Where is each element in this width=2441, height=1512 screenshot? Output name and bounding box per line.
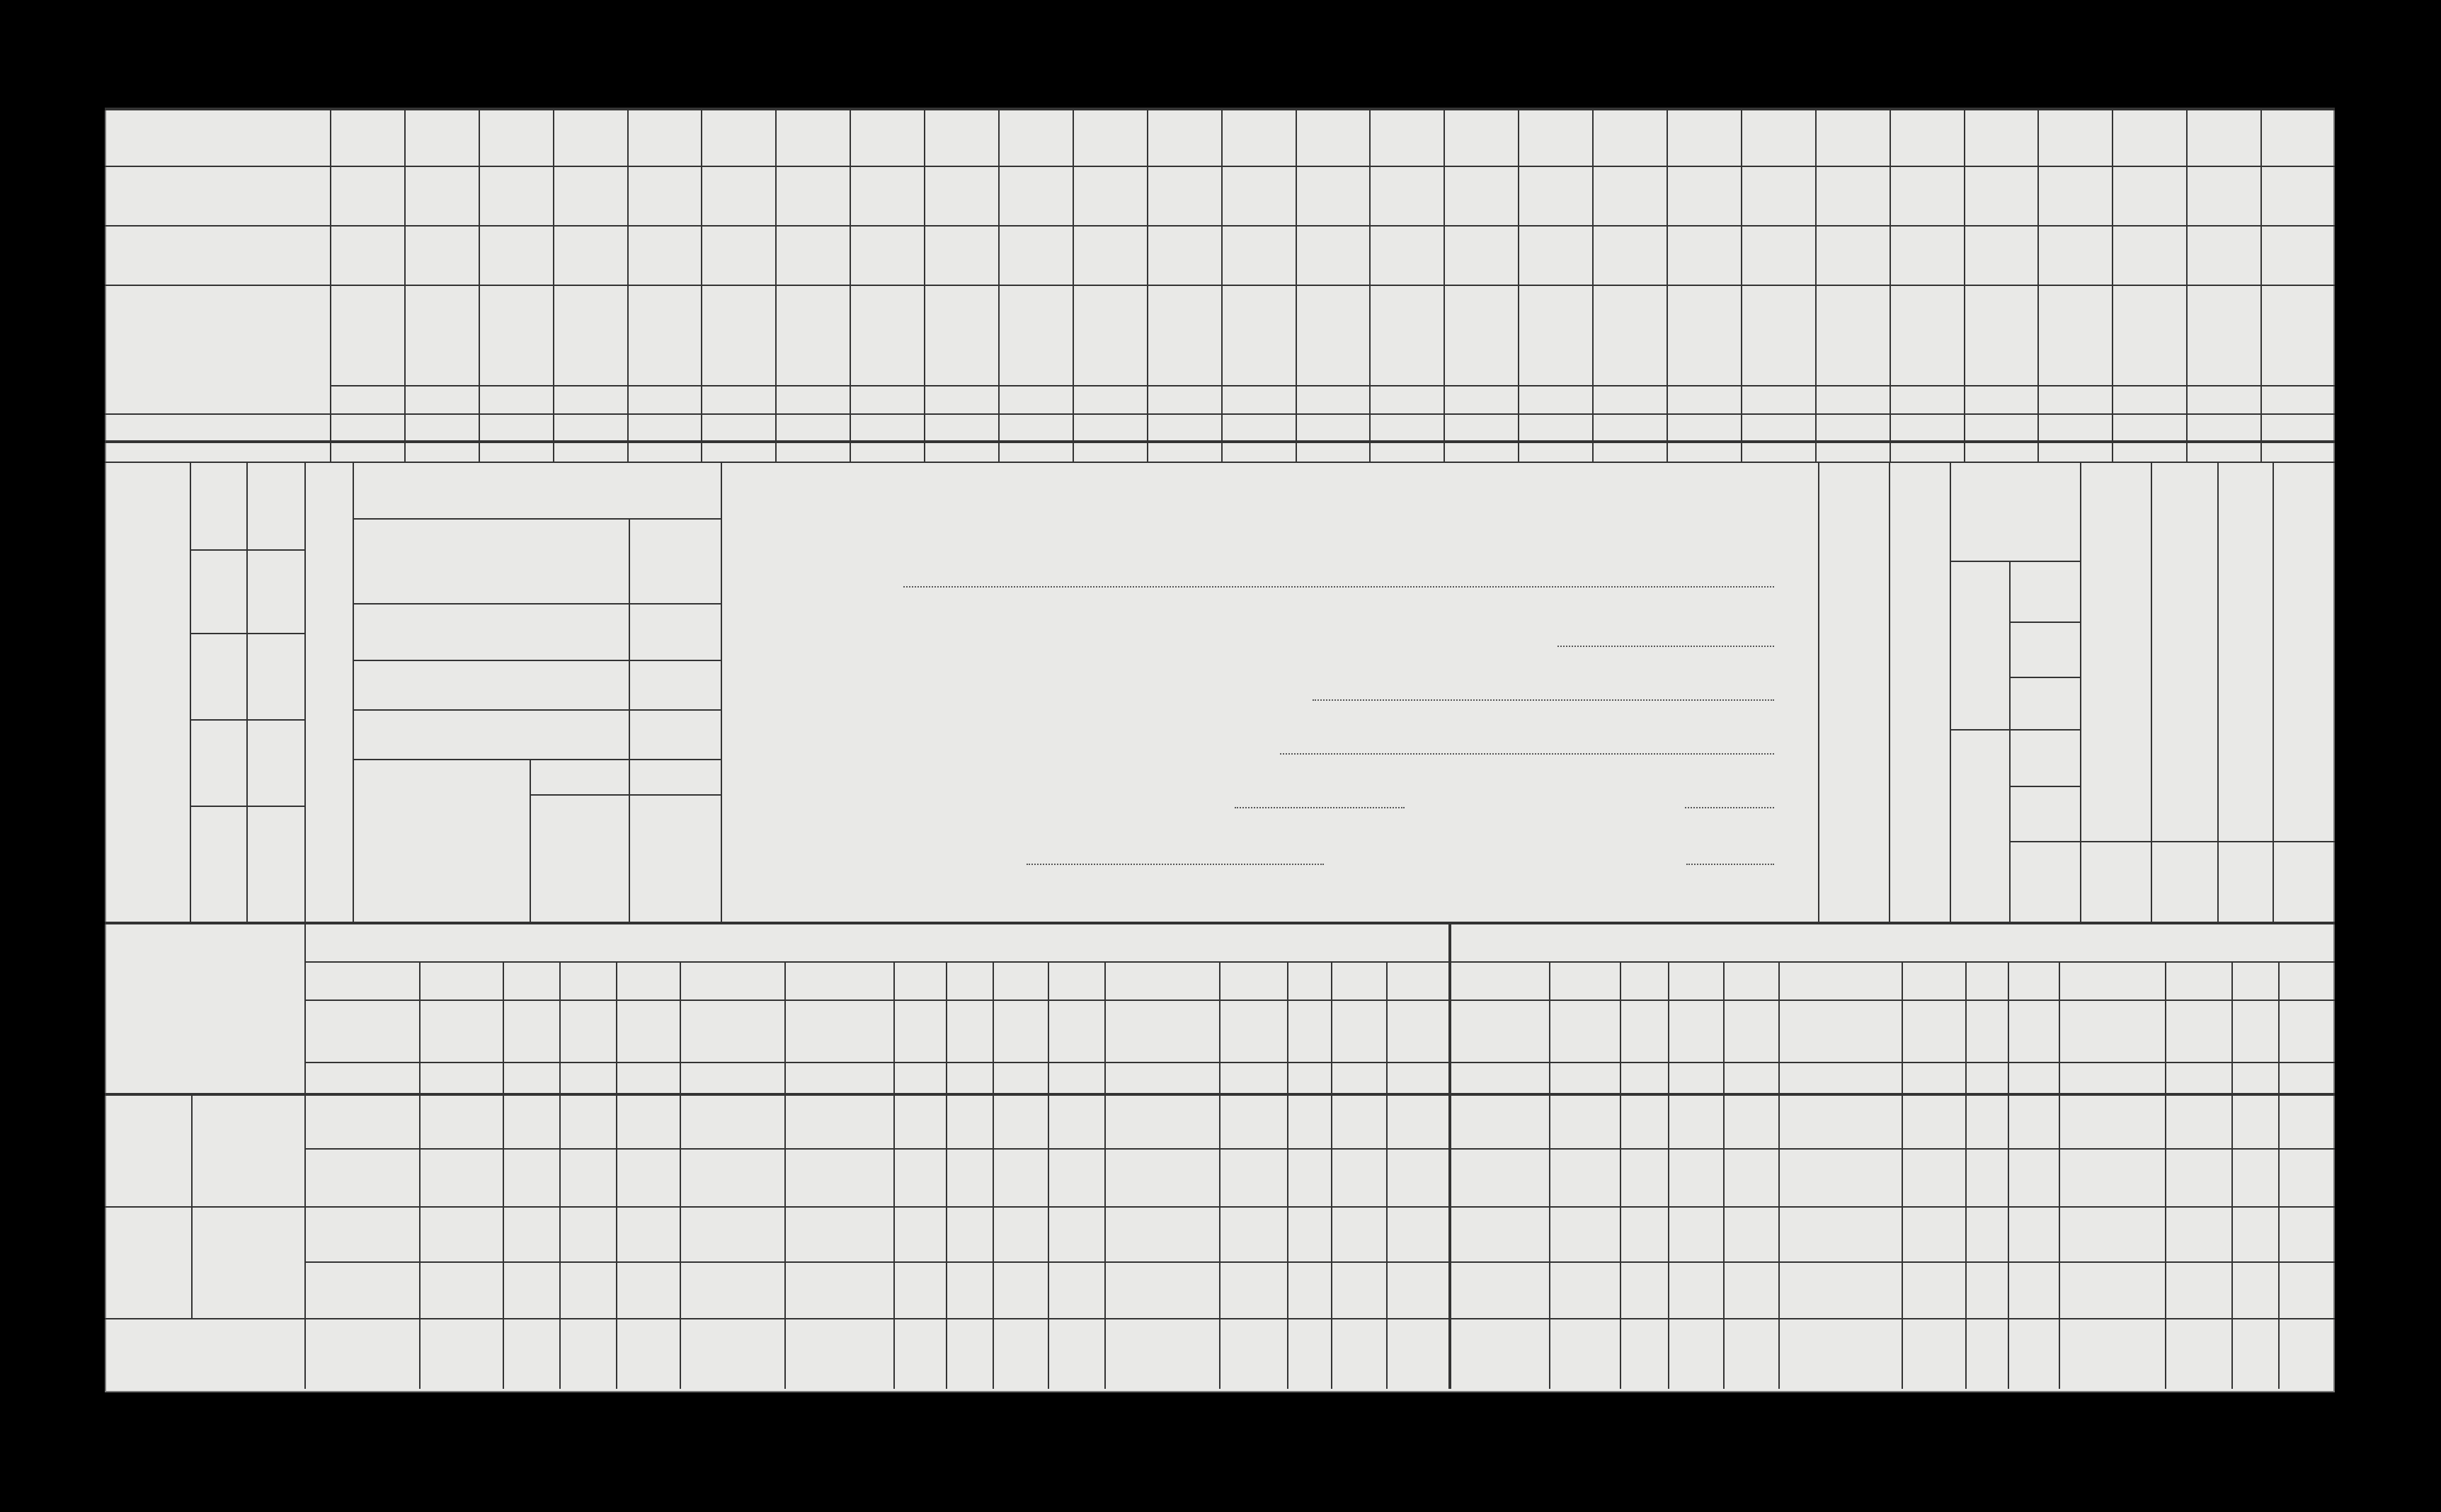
rule-line bbox=[2273, 462, 2274, 922]
rule-line bbox=[2080, 462, 2081, 922]
rule-line bbox=[1723, 961, 1725, 1389]
col-header bbox=[1815, 285, 1890, 384]
col-header bbox=[1964, 285, 2037, 384]
rule-line bbox=[1386, 961, 1388, 1389]
col-header bbox=[1890, 285, 1964, 384]
col-header bbox=[1296, 285, 1369, 384]
rule-line bbox=[190, 633, 304, 634]
rule-line bbox=[353, 462, 354, 922]
rule-line bbox=[1950, 462, 1951, 922]
rule-line bbox=[479, 108, 480, 462]
col-header bbox=[701, 285, 775, 384]
rule-line bbox=[998, 108, 1000, 462]
col-header bbox=[924, 285, 998, 384]
rule-line bbox=[353, 660, 721, 661]
rule-line bbox=[105, 166, 2335, 167]
rule-line bbox=[419, 961, 421, 1389]
col-header bbox=[998, 285, 1073, 384]
dotted-line bbox=[1557, 646, 1774, 647]
rule-line bbox=[330, 385, 2335, 386]
rule-line bbox=[2009, 841, 2080, 842]
col-header bbox=[1741, 285, 1815, 384]
rule-line bbox=[924, 108, 925, 462]
rule-line bbox=[2231, 961, 2233, 1389]
rule-line bbox=[105, 440, 2335, 443]
rule-line bbox=[353, 759, 721, 760]
dotted-line bbox=[1027, 864, 1324, 865]
rule-line bbox=[353, 709, 721, 711]
rule-line bbox=[1048, 961, 1049, 1389]
rule-line bbox=[190, 806, 304, 807]
col-header bbox=[1073, 285, 1147, 384]
rule-line bbox=[616, 961, 617, 1389]
col-header bbox=[2112, 285, 2186, 384]
rule-line bbox=[353, 603, 721, 605]
dotted-line bbox=[903, 586, 1774, 588]
rule-line bbox=[1667, 108, 1668, 462]
rule-line bbox=[629, 759, 630, 922]
rule-line bbox=[2112, 108, 2113, 462]
rule-line bbox=[701, 108, 702, 462]
rule-line bbox=[629, 518, 630, 759]
rule-line bbox=[1219, 961, 1220, 1389]
rule-line bbox=[946, 961, 947, 1389]
dotted-line bbox=[1685, 807, 1774, 808]
rule-line bbox=[1620, 961, 1621, 1389]
rule-line bbox=[1741, 108, 1742, 462]
rule-line bbox=[721, 462, 722, 922]
rule-line bbox=[784, 961, 786, 1389]
rule-line bbox=[2009, 677, 2080, 678]
rule-line bbox=[190, 719, 304, 721]
rule-line bbox=[2186, 108, 2188, 462]
rule-line bbox=[1147, 108, 1148, 462]
rule-line bbox=[1964, 108, 1965, 462]
rule-line bbox=[1592, 108, 1594, 462]
col-header bbox=[1147, 285, 1221, 384]
rule-line bbox=[553, 108, 554, 462]
rule-line bbox=[2059, 961, 2060, 1389]
rule-line bbox=[2080, 841, 2335, 842]
rule-line bbox=[1296, 108, 1297, 462]
rule-line bbox=[2037, 108, 2039, 462]
rule-line bbox=[2009, 622, 2080, 623]
rule-line bbox=[191, 1093, 193, 1318]
col-header bbox=[1518, 285, 1592, 384]
rule-line bbox=[304, 462, 306, 922]
rule-line bbox=[2009, 786, 2080, 787]
rule-line bbox=[105, 108, 2335, 110]
col-header bbox=[479, 285, 553, 384]
col-header bbox=[2186, 285, 2260, 384]
col-header bbox=[553, 285, 627, 384]
rule-line bbox=[775, 108, 777, 462]
rule-line bbox=[627, 108, 629, 462]
rule-line bbox=[1778, 961, 1780, 1389]
rule-line bbox=[304, 1148, 2335, 1150]
col-header bbox=[627, 285, 701, 384]
rule-line bbox=[559, 961, 561, 1389]
rule-line bbox=[304, 1261, 2335, 1263]
rule-line bbox=[893, 961, 895, 1389]
rule-line bbox=[1221, 108, 1223, 462]
rule-line bbox=[680, 961, 681, 1389]
col-header bbox=[2037, 285, 2112, 384]
rule-line bbox=[1668, 961, 1669, 1389]
col-header bbox=[330, 285, 404, 384]
col-header bbox=[1221, 285, 1296, 384]
rule-line bbox=[1104, 961, 1106, 1389]
dotted-line bbox=[1313, 699, 1774, 701]
rule-line bbox=[1073, 108, 1074, 462]
dotted-line bbox=[1686, 864, 1774, 865]
rule-line bbox=[1818, 462, 1819, 922]
rule-line bbox=[246, 462, 248, 922]
col-header bbox=[775, 285, 850, 384]
col-header bbox=[1444, 285, 1518, 384]
col-header bbox=[1369, 285, 1444, 384]
col-header bbox=[850, 285, 924, 384]
rule-line bbox=[330, 108, 331, 462]
rule-line bbox=[2009, 561, 2011, 922]
rule-line bbox=[105, 225, 2335, 227]
rule-line bbox=[1950, 561, 2080, 562]
rule-line bbox=[353, 518, 721, 520]
col-header bbox=[404, 285, 479, 384]
rule-line bbox=[2008, 961, 2009, 1389]
rule-line bbox=[190, 549, 304, 551]
rule-line bbox=[1902, 961, 1903, 1389]
rule-line bbox=[2151, 462, 2152, 922]
census-card bbox=[105, 108, 2335, 1392]
rule-line bbox=[1965, 961, 1967, 1389]
rule-line bbox=[1518, 108, 1519, 462]
rule-line bbox=[2217, 462, 2219, 922]
rule-line bbox=[2260, 108, 2262, 462]
rule-line bbox=[1448, 922, 1451, 1389]
rule-line bbox=[105, 922, 2335, 924]
rule-line bbox=[105, 462, 2335, 463]
rule-line bbox=[530, 759, 531, 922]
rule-line bbox=[304, 1000, 2335, 1001]
rule-line bbox=[105, 413, 2335, 415]
col-header bbox=[1667, 285, 1741, 384]
rule-line bbox=[404, 108, 406, 462]
rule-line bbox=[1815, 108, 1817, 462]
rule-line bbox=[503, 961, 504, 1389]
rule-line bbox=[1369, 108, 1371, 462]
rule-line bbox=[530, 794, 721, 796]
dotted-line bbox=[1280, 753, 1774, 755]
rule-line bbox=[2165, 961, 2166, 1389]
rule-line bbox=[190, 462, 191, 922]
rule-line bbox=[993, 961, 994, 1389]
rule-line bbox=[2278, 961, 2280, 1389]
col-header bbox=[1592, 285, 1667, 384]
rule-line bbox=[1890, 108, 1891, 462]
rule-line bbox=[1444, 108, 1445, 462]
rule-line bbox=[304, 1062, 2335, 1063]
rule-line bbox=[1287, 961, 1288, 1389]
rule-line bbox=[304, 922, 306, 1389]
rule-line bbox=[304, 961, 2335, 963]
rule-line bbox=[1889, 462, 1890, 922]
col-header bbox=[2260, 285, 2335, 384]
rule-line bbox=[1331, 961, 1332, 1389]
rule-line bbox=[850, 108, 851, 462]
dotted-line bbox=[1235, 807, 1405, 808]
rule-line bbox=[1950, 729, 2080, 731]
rule-line bbox=[1549, 961, 1550, 1389]
